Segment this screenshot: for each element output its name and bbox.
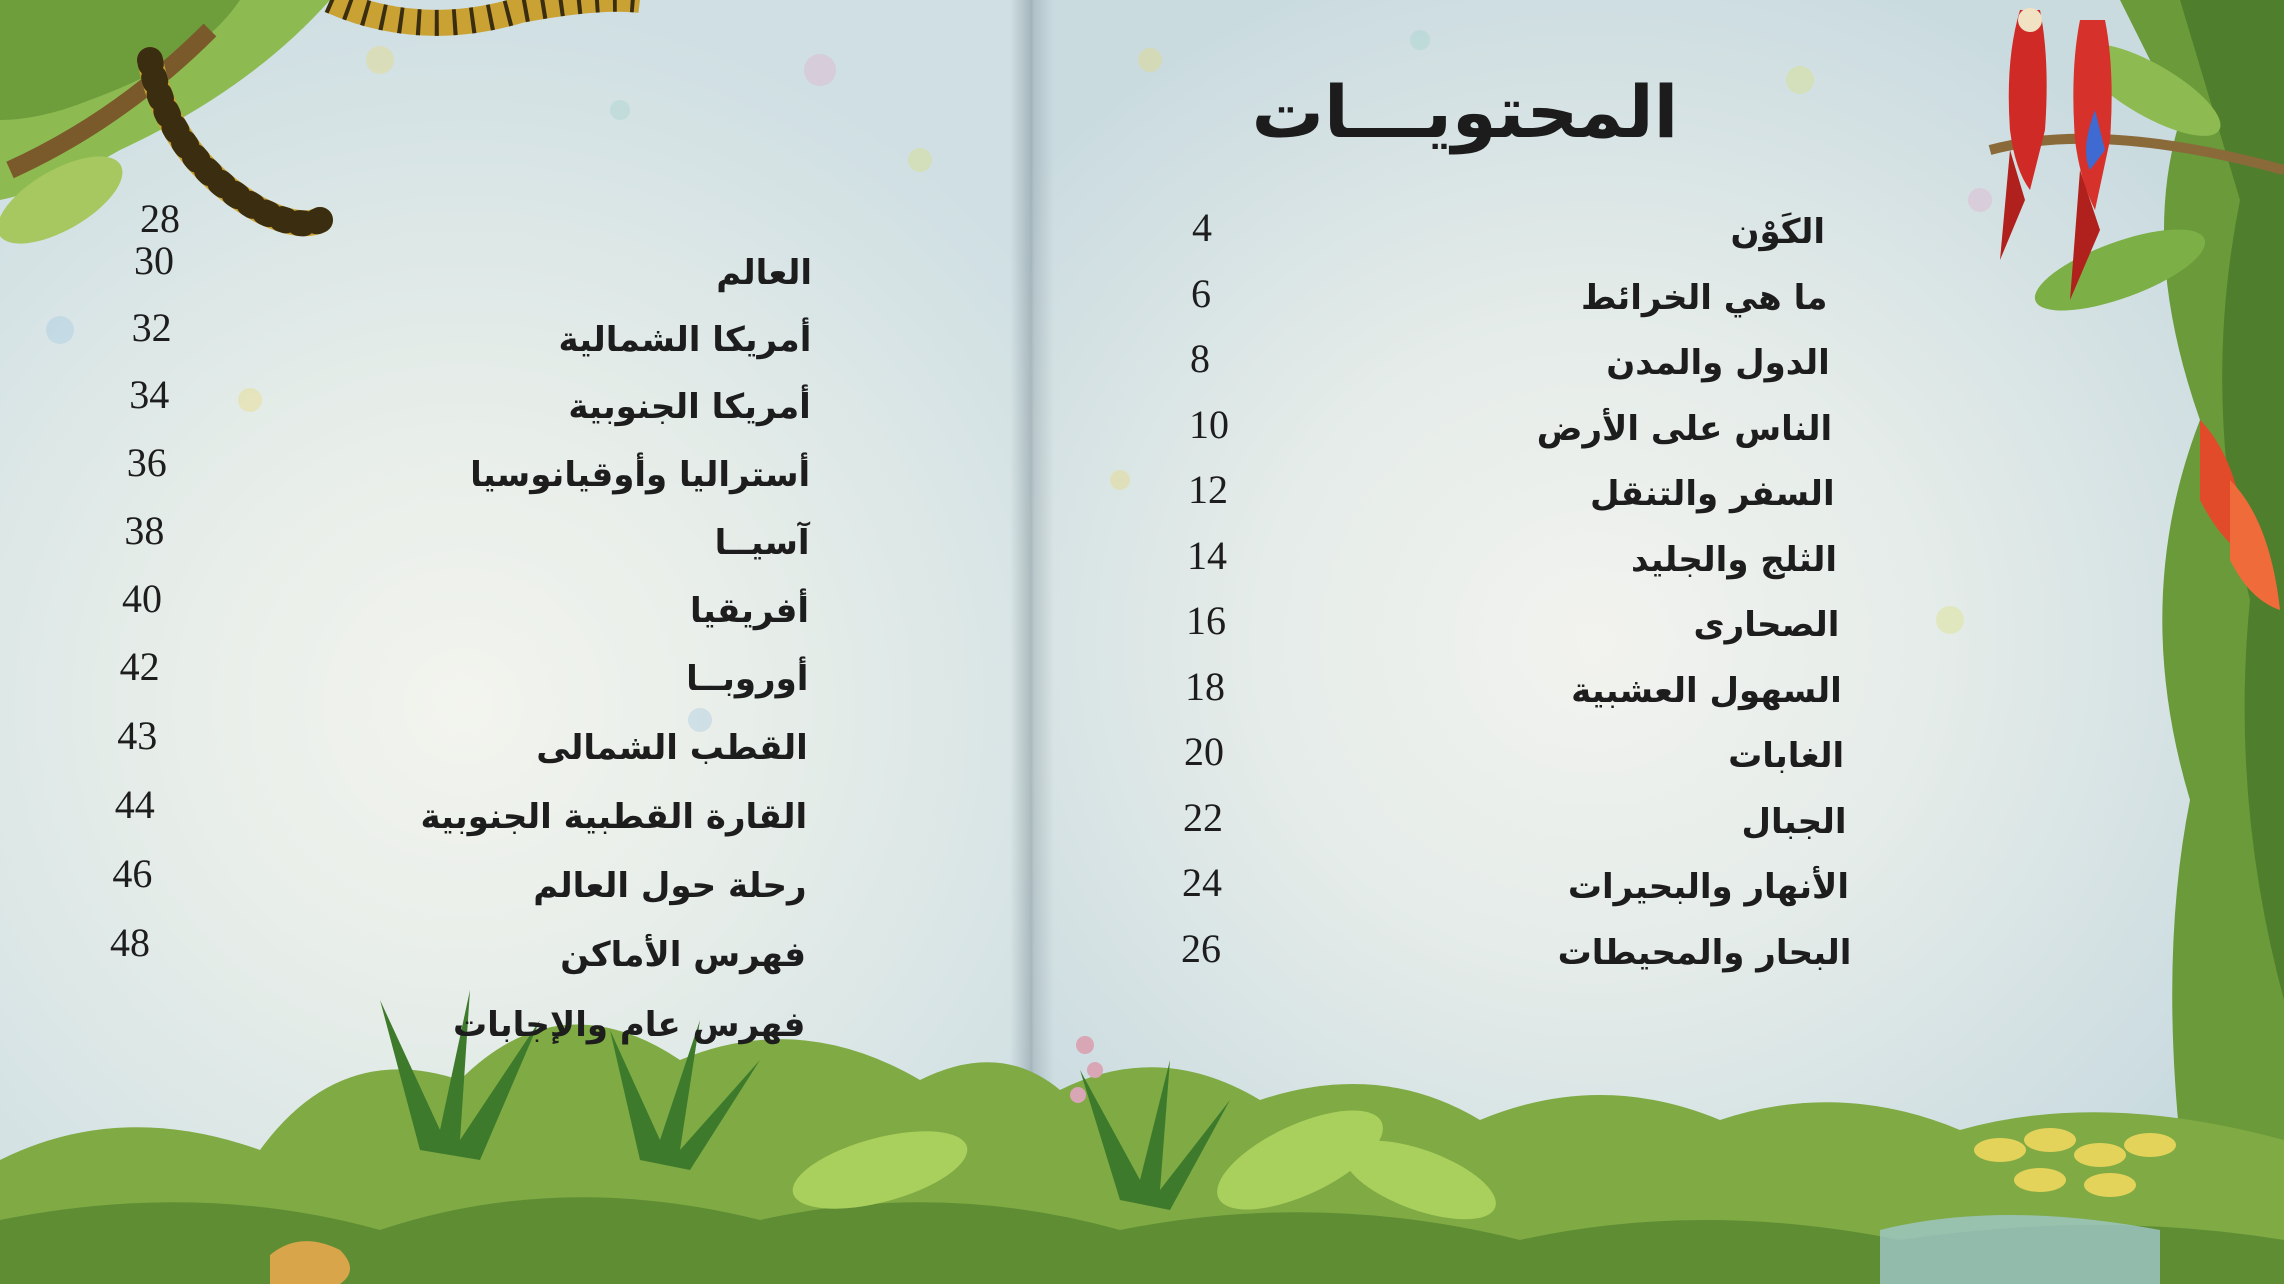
parrot-red-right: [2073, 20, 2111, 210]
toc-entry[interactable]: [0, 712, 808, 784]
toc-page-number: 12: [1188, 467, 1228, 512]
toc-page-number: 32: [131, 305, 172, 351]
parrot-red-left: [2009, 10, 2047, 190]
toc-entry-title: الأنهار والبحيرات: [1567, 867, 1849, 907]
toc-entry-title: فهرس عام والإجابات: [452, 1004, 806, 1045]
toc-page-number: 43: [117, 712, 158, 758]
toc-entry-title: العالم: [716, 253, 812, 293]
toc-page-number: 28: [140, 196, 180, 241]
toc-page-number: 30: [134, 238, 174, 283]
toc-page-number: 48: [110, 920, 150, 965]
toc-page-number: 38: [124, 507, 165, 553]
toc-entry-title: السهول العشبية: [1571, 670, 1842, 711]
toc-entry-title: الجبال: [1741, 801, 1847, 842]
toc-entry-title: القطب الشمالى: [536, 727, 808, 768]
toc-entry[interactable]: [0, 781, 808, 853]
toc-page-number: 18: [1185, 663, 1225, 709]
page-title: المحتويـــات: [1251, 70, 1679, 154]
toc-page-number: 24: [1182, 860, 1222, 905]
toc-page-number: 16: [1186, 598, 1226, 643]
toc-page-number: 10: [1189, 401, 1229, 447]
toc-entry[interactable]: [0, 372, 811, 443]
toc-entry-title: الثلج والجليد: [1631, 539, 1837, 580]
pond: [1880, 1215, 2160, 1284]
toc-entry-title: الدول والمدن: [1606, 343, 1830, 383]
toc-entry-title: الناس على الأرض: [1536, 408, 1833, 449]
toc-page-number: 8: [1190, 336, 1210, 381]
toc-entry[interactable]: [0, 576, 809, 647]
toc-entry[interactable]: [0, 1005, 805, 1061]
toc-entry-title: أستراليا وأوقيانوسيا: [470, 455, 811, 496]
toc-entry[interactable]: [0, 238, 812, 309]
toc-entry-title: أمريكا الجنوبية: [568, 387, 811, 428]
toc-entry-title: الصحارى: [1693, 605, 1840, 645]
toc-entry-title: فهرس الأماكن: [560, 935, 806, 975]
toc-entry-title: البحار والمحيطات: [1557, 932, 1852, 973]
toc-page-number: 20: [1184, 729, 1224, 774]
toc-entry[interactable]: [0, 920, 806, 991]
toc-entry-title: الغابات: [1728, 736, 1845, 776]
toc-entry-title: الكَوْن: [1730, 212, 1825, 252]
toc-entry[interactable]: [0, 305, 812, 376]
toc-entry-title: أمريكا الشمالية: [558, 320, 812, 361]
toc-page-number: 36: [126, 440, 167, 486]
toc-entry-title: أفريقيا: [690, 591, 809, 631]
toc-entry-title: السفر والتنقل: [1589, 474, 1835, 514]
toc-page-number: 26: [1181, 925, 1221, 971]
toc-entry[interactable]: [0, 850, 807, 922]
toc-page-number: 42: [119, 644, 160, 690]
toc-page-number: 22: [1183, 794, 1223, 840]
toc-page-number: 6: [1191, 270, 1211, 316]
toc-page-number: 14: [1187, 532, 1227, 578]
toc-page-number: 44: [114, 781, 155, 827]
toc-entry-title: القارة القطبية الجنوبية: [420, 796, 808, 837]
toc-entry[interactable]: [0, 644, 809, 715]
toc-entry-title: أوروبــا: [686, 659, 809, 700]
toc-entry-title: رحلة حول العالم: [533, 865, 807, 906]
toc-entry-title: آسيــا: [714, 522, 810, 563]
toc-page-number: 46: [112, 850, 153, 896]
toc-entry[interactable]: [0, 507, 810, 579]
toc-entry[interactable]: [0, 440, 811, 511]
toc-page-number: 40: [122, 576, 162, 621]
toc-page-number: 34: [129, 372, 170, 418]
right-edge-foliage: [1990, 0, 2284, 1284]
toc-page-number: 4: [1192, 205, 1212, 250]
toc-entry-title: ما هي الخرائط: [1581, 277, 1828, 318]
